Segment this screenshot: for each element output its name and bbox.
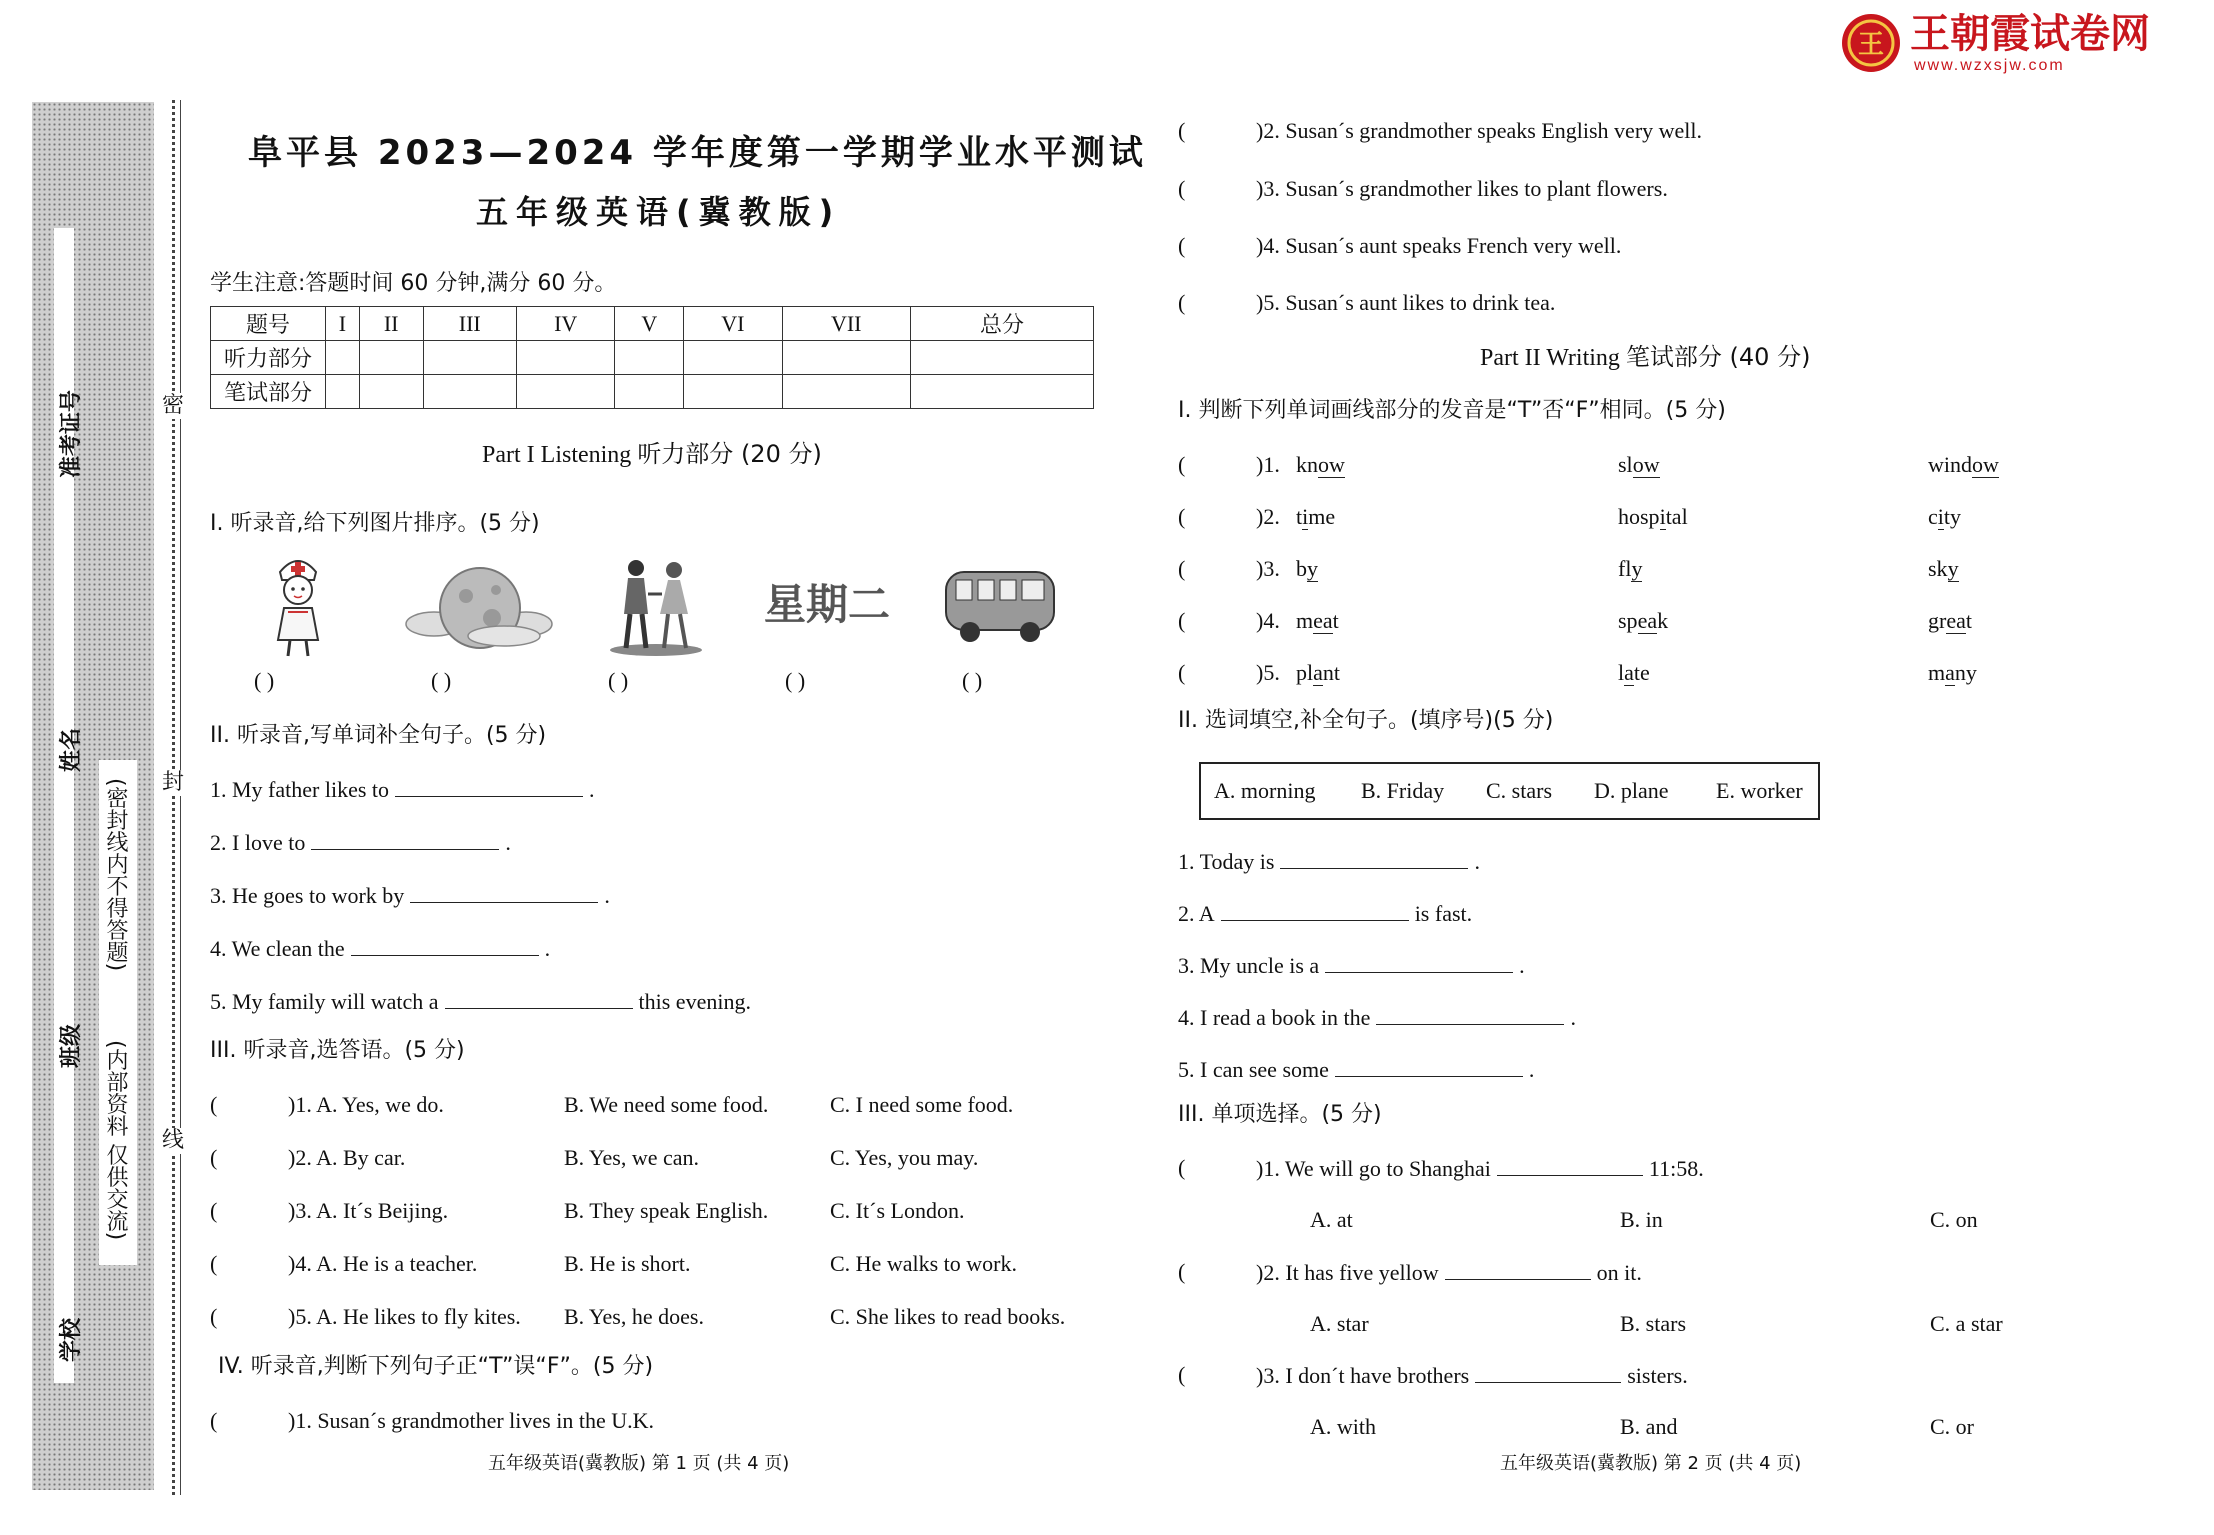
bus-picture (940, 566, 1060, 646)
sentence-end: . (1528, 1057, 1535, 1082)
answer-paren[interactable]: ( (210, 1251, 218, 1276)
answer-paren[interactable]: ( (1178, 608, 1186, 633)
sentence-text: 1. Today is (1178, 849, 1275, 874)
phonics-word (1618, 662, 1650, 684)
question-text: )3. I don´t have brothers (1256, 1363, 1470, 1388)
score-cell[interactable] (910, 341, 1093, 375)
score-cell[interactable] (615, 341, 684, 375)
option-a: A. with (1310, 1414, 1376, 1439)
seal-char-mi: 密 (162, 393, 185, 418)
question-end: sisters. (1627, 1363, 1688, 1388)
option-c: C. I need some food. (830, 1092, 1014, 1117)
fill-sentence (210, 884, 610, 907)
score-header-cell: III (423, 307, 516, 341)
logo-url: www.wzxsjw.com (1914, 57, 2065, 74)
question-text: )2. A. By car. (288, 1145, 406, 1170)
word-part: wind (1928, 452, 1972, 477)
question-text: )1. We will go to Shanghai (1256, 1156, 1491, 1181)
tuesday-text: 星期二 (764, 580, 891, 629)
answer-paren[interactable]: ( (1178, 556, 1186, 581)
phonics-number: )5. (1256, 660, 1280, 685)
option-c: C. or (1930, 1414, 1974, 1439)
answer-blank[interactable] (351, 937, 539, 956)
word-part: t (1296, 504, 1303, 529)
question-end: 11:58. (1648, 1156, 1704, 1181)
option-b: B. Yes, he does. (564, 1304, 704, 1329)
phonics-word (1928, 610, 1972, 632)
word-underlined: a (1945, 660, 1955, 685)
phonics-word (1928, 454, 1999, 476)
word-part: m (1928, 660, 1946, 685)
part2-title-zh: 笔试部分 (40 分) (1625, 343, 1811, 371)
question-text: )4. A. He is a teacher. (288, 1251, 478, 1276)
phonics-number: )1. (1256, 452, 1280, 477)
option-b: B. We need some food. (564, 1092, 769, 1117)
tf-statement: )1. Susan´s grandmother lives in the U.K. (288, 1408, 654, 1433)
phonics-word (1296, 662, 1340, 684)
question-text: )1. A. Yes, we do. (288, 1092, 444, 1117)
option-b: B. in (1620, 1207, 1663, 1232)
answer-paren[interactable]: ( (1178, 118, 1186, 143)
answer-blank[interactable] (395, 778, 583, 797)
answer-paren[interactable]: ( (1178, 176, 1186, 201)
word-part: ty (1943, 504, 1962, 529)
sentence-end: . (1474, 849, 1480, 874)
choice-question (1256, 1261, 1642, 1284)
score-cell[interactable] (359, 341, 423, 375)
picture-order-blank[interactable]: ( ) (254, 668, 275, 693)
part1-title (482, 442, 822, 467)
option-b: B. and (1620, 1414, 1678, 1439)
option-a: A. at (1310, 1207, 1353, 1232)
part2-s1-title: I. 判断下列单词画线部分的发音是“T”否“F”相同。(5 分) (1178, 398, 1726, 423)
word-part: k (1657, 608, 1669, 633)
option-c: C. It´s London. (830, 1198, 965, 1223)
part2-title-en: Part II Writing (1480, 345, 1620, 371)
answer-blank[interactable] (1445, 1261, 1591, 1280)
logo-name: 王朝霞试卷网 (1910, 11, 2150, 57)
part1-title-en: Part I Listening (482, 442, 632, 468)
word-part: te (1633, 660, 1650, 685)
option-a: A. star (1310, 1311, 1369, 1336)
page-footer-right: 五年级英语(冀教版) 第 2 页 (共 4 页) (1500, 1453, 1802, 1474)
sentence-end: . (589, 777, 595, 802)
sentence-end: . (505, 830, 511, 855)
word-part: t (1332, 608, 1339, 633)
answer-paren[interactable]: ( (1178, 1362, 1186, 1387)
sentence-text: 1. My father likes to (210, 777, 390, 802)
exam-title: 阜平县 2023—2024 学年度第一学期学业水平测试 (248, 133, 1147, 173)
word-option: A. morning (1214, 778, 1316, 803)
word-part: l (1618, 660, 1625, 685)
score-row-label: 笔试部分 (211, 375, 326, 409)
word-part: me (1308, 504, 1336, 529)
option-c: C. Yes, you may. (830, 1145, 979, 1170)
option-c: C. a star (1930, 1311, 2003, 1336)
picture-order-blank[interactable]: ( ) (962, 668, 983, 693)
word-underlined: a (1624, 660, 1634, 685)
exam-subtitle: 五年级英语(冀教版) (476, 193, 842, 231)
word-underlined: i (1302, 504, 1309, 529)
option-b: B. stars (1620, 1311, 1686, 1336)
sentence-text: 3. My uncle is a (1178, 953, 1320, 978)
sentence-end: . (604, 883, 610, 908)
question-text: )5. A. He likes to fly kites. (288, 1304, 521, 1329)
answer-paren[interactable]: ( (1178, 1259, 1186, 1284)
score-table (210, 306, 1094, 409)
phonics-word (1296, 454, 1345, 476)
word-underlined: ow (1972, 452, 1999, 477)
school-label: 学校 (59, 1317, 84, 1362)
word-part: fl (1618, 556, 1632, 581)
score-cell[interactable] (782, 375, 910, 409)
score-header-cell: II (359, 307, 423, 341)
phonics-number: )4. (1256, 608, 1280, 633)
fill-sentence (1178, 954, 1525, 977)
sentence-text: 2. I love to (210, 830, 306, 855)
score-cell[interactable] (782, 341, 910, 375)
choice-question (1256, 1157, 1704, 1180)
answer-paren[interactable]: ( (1178, 1155, 1186, 1180)
seal-char-feng: 封 (162, 770, 185, 795)
score-cell[interactable] (516, 341, 614, 375)
word-underlined: i (1659, 504, 1666, 529)
word-part: c (1928, 504, 1938, 529)
sentence-text: 2. A (1178, 901, 1215, 926)
score-cell[interactable] (359, 375, 423, 409)
score-cell[interactable] (615, 375, 684, 409)
answer-blank[interactable] (1376, 1006, 1564, 1025)
answer-blank[interactable] (445, 990, 633, 1009)
word-underlined: ow (1632, 452, 1660, 477)
fill-sentence (210, 990, 751, 1013)
answer-blank[interactable] (1280, 850, 1468, 869)
choice-question (1256, 1364, 1688, 1387)
word-underlined: y (1307, 556, 1318, 581)
phonics-word (1928, 662, 1977, 684)
answer-paren[interactable]: ( (210, 1198, 218, 1223)
option-b: B. He is short. (564, 1251, 691, 1276)
word-part: pl (1296, 660, 1314, 685)
class-label: 班级 (59, 1023, 84, 1068)
picture-order-blank[interactable]: ( ) (608, 668, 629, 693)
sentence-text: 4. I read a book in the (1178, 1005, 1371, 1030)
picture-order-blank[interactable]: ( ) (431, 668, 452, 693)
word-option: E. worker (1716, 778, 1803, 803)
word-underlined: ea (1946, 608, 1966, 633)
part2-title (1480, 345, 1810, 370)
answer-paren[interactable]: ( (210, 1145, 218, 1170)
phonics-word (1928, 558, 1959, 580)
page-footer-left: 五年级英语(冀教版) 第 1 页 (共 4 页) (488, 1453, 790, 1474)
logo-badge-char: 王 (1857, 30, 1885, 60)
part2-s2-title: II. 选词填空,补全句子。(填序号)(5 分) (1178, 708, 1554, 733)
word-part: hosp (1618, 504, 1660, 529)
tf-statement: )2. Susan´s grandmother speaks English very well. (1256, 118, 1703, 143)
word-part: t (1965, 608, 1972, 633)
moon-picture (404, 562, 554, 654)
couple-picture (604, 554, 708, 658)
question-text: )2. It has five yellow (1256, 1260, 1439, 1285)
name-label: 姓名 (59, 727, 84, 772)
tf-statement: )4. Susan´s aunt speaks French very well. (1256, 233, 1622, 258)
word-part: kn (1296, 452, 1318, 477)
sentence-end: . (544, 936, 551, 961)
word-part: sp (1618, 608, 1638, 633)
phonics-word (1296, 558, 1318, 580)
option-c: C. He walks to work. (830, 1251, 1017, 1276)
question-text: )3. A. It´s Beijing. (288, 1198, 449, 1223)
answer-paren[interactable]: ( (1178, 452, 1186, 477)
exam-id-label: 准考证号 (59, 389, 84, 478)
phonics-number: )2. (1256, 504, 1280, 529)
word-part: b (1296, 556, 1307, 581)
word-underlined: y (1631, 556, 1643, 581)
score-cell[interactable] (326, 375, 360, 409)
sentence-end: this evening. (638, 989, 751, 1014)
word-option: B. Friday (1361, 778, 1445, 803)
answer-paren[interactable]: ( (210, 1304, 218, 1329)
phonics-word (1618, 610, 1668, 632)
sentence-end: . (1570, 1005, 1576, 1030)
phonics-word (1296, 610, 1339, 632)
score-cell[interactable] (423, 341, 516, 375)
answer-paren[interactable]: ( (1178, 290, 1186, 315)
score-cell[interactable] (684, 375, 782, 409)
score-header-cell: V (615, 307, 684, 341)
phonics-word (1618, 506, 1688, 528)
fill-sentence (210, 937, 550, 960)
answer-blank[interactable] (1335, 1058, 1523, 1077)
sentence-text: 5. I can see some (1178, 1057, 1329, 1082)
score-header-cell: 题号 (211, 307, 326, 341)
phonics-word (1928, 506, 1961, 528)
fill-sentence (1178, 1058, 1534, 1081)
word-underlined: ow (1318, 452, 1345, 477)
word-part: ny (1954, 660, 1977, 685)
seal-solid-line (180, 100, 181, 1495)
sentence-text: 5. My family will watch a (210, 989, 439, 1014)
part1-s3-title: III. 听录音,选答语。(5 分) (210, 1038, 465, 1063)
answer-blank[interactable] (1475, 1364, 1621, 1383)
score-cell[interactable] (910, 375, 1093, 409)
seal-dotted-line (172, 100, 175, 1495)
option-c: C. on (1930, 1207, 1978, 1232)
word-part: nt (1322, 660, 1341, 685)
score-cell[interactable] (516, 375, 614, 409)
answer-blank[interactable] (1497, 1157, 1643, 1176)
option-b: B. They speak English. (564, 1198, 769, 1223)
answer-paren[interactable]: ( (210, 1408, 218, 1433)
sentence-end: is fast. (1414, 901, 1473, 926)
tf-statement: )3. Susan´s grandmother likes to plant flowers. (1256, 176, 1668, 201)
score-header-cell: I (326, 307, 360, 341)
sentence-end: . (1519, 953, 1525, 978)
score-cell[interactable] (423, 375, 516, 409)
part1-title-zh: 听力部分 (20 分) (637, 440, 822, 468)
word-part: sk (1928, 556, 1948, 581)
tf-statement: )5. Susan´s aunt likes to drink tea. (1256, 290, 1556, 315)
score-table-row (211, 341, 1094, 375)
question-end: on it. (1596, 1260, 1642, 1285)
phonics-word (1618, 454, 1660, 476)
score-header-cell: IV (516, 307, 614, 341)
answer-paren[interactable]: ( (210, 1092, 218, 1117)
score-cell[interactable] (326, 341, 360, 375)
word-part: sl (1618, 452, 1633, 477)
seal-char-xian: 线 (162, 1128, 185, 1153)
part1-s2-title: II. 听录音,写单词补全句子。(5 分) (210, 723, 547, 748)
site-logo[interactable] (1840, 12, 2150, 74)
seal-notice: (密封线内不得答题) (103, 778, 128, 972)
score-header-cell: VII (782, 307, 910, 341)
option-b: B. Yes, we can. (564, 1145, 700, 1170)
sentence-text: 4. We clean the (210, 936, 345, 961)
part1-s1-title: I. 听录音,给下列图片排序。(5 分) (210, 511, 540, 536)
word-underlined: y (1947, 556, 1959, 581)
phonics-word (1296, 506, 1335, 528)
word-underlined: ea (1637, 608, 1658, 633)
score-table-row (211, 375, 1094, 409)
word-underlined: i (1937, 504, 1944, 529)
sentence-text: 3. He goes to work by (210, 883, 405, 908)
word-part: tal (1665, 504, 1688, 529)
picture-order-blank[interactable]: ( ) (785, 668, 806, 693)
score-cell[interactable] (684, 341, 782, 375)
score-header-cell: VI (684, 307, 782, 341)
word-underlined: ea (1313, 608, 1333, 633)
answer-blank[interactable] (311, 831, 499, 850)
answer-blank[interactable] (1325, 954, 1513, 973)
option-c: C. She likes to read books. (830, 1304, 1066, 1329)
answer-paren[interactable]: ( (1178, 660, 1186, 685)
word-option: D. plane (1594, 778, 1669, 803)
score-row-label: 听力部分 (211, 341, 326, 375)
phonics-number: )3. (1256, 556, 1280, 581)
internal-notice: (内部资料 仅供交流) (103, 1040, 128, 1241)
nurse-picture (266, 552, 330, 660)
student-notice: 学生注意:答题时间 60 分钟,满分 60 分。 (210, 271, 617, 296)
logo-badge-icon (1840, 12, 1904, 74)
score-header-cell: 总分 (910, 307, 1093, 341)
word-option: C. stars (1486, 778, 1552, 803)
fill-sentence (1178, 902, 1472, 925)
score-table-header (211, 307, 1094, 341)
fill-sentence (210, 831, 511, 854)
answer-blank[interactable] (1221, 902, 1409, 921)
word-underlined: a (1313, 660, 1323, 685)
fill-sentence (1178, 850, 1480, 873)
answer-paren[interactable]: ( (1178, 504, 1186, 529)
fill-sentence (1178, 1006, 1576, 1029)
answer-blank[interactable] (410, 884, 598, 903)
word-part: m (1296, 608, 1314, 633)
part1-s4-title: IV. 听录音,判断下列句子正“T”误“F”。(5 分) (218, 1354, 654, 1379)
word-part: gr (1928, 608, 1947, 633)
phonics-word (1618, 558, 1642, 580)
fill-sentence (210, 778, 595, 801)
part2-s3-title: III. 单项选择。(5 分) (1178, 1102, 1382, 1127)
answer-paren[interactable]: ( (1178, 233, 1186, 258)
